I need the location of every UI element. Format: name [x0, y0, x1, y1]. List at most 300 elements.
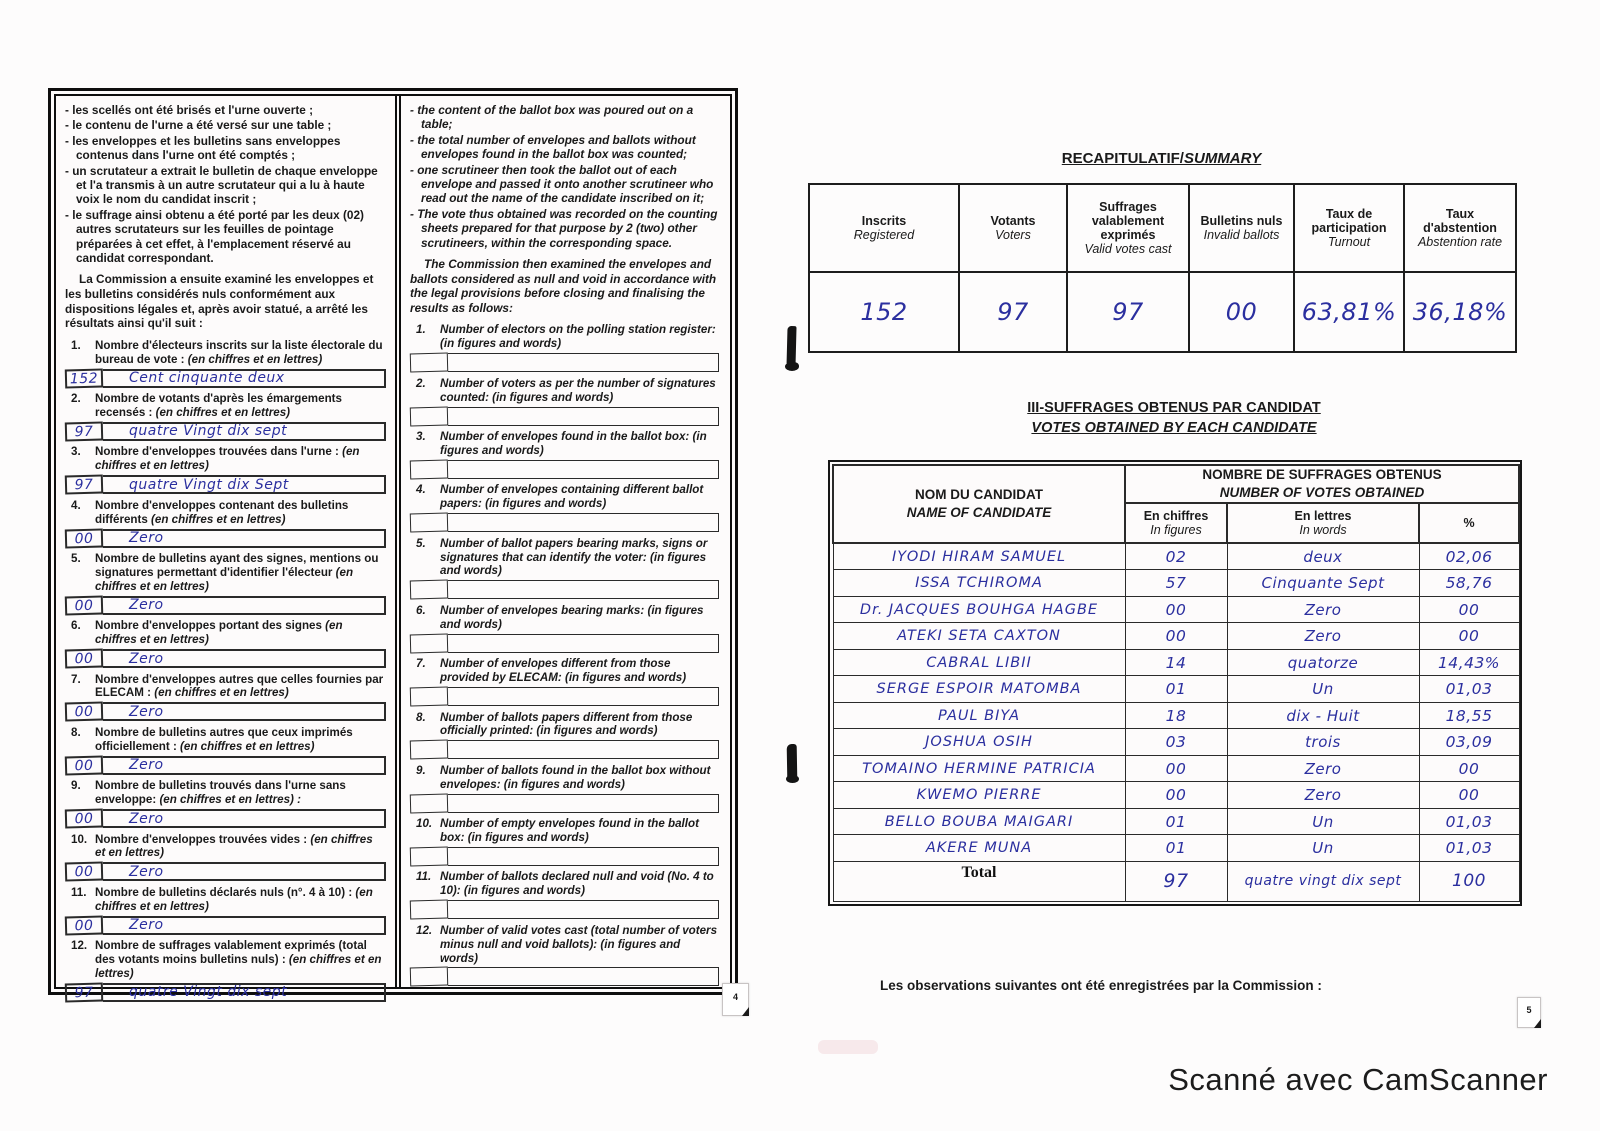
english-item-text-10: Number of empty envelopes found in the ballot box: (in figures and words) [440, 817, 699, 845]
french-bullet-list [65, 103, 386, 265]
summary-column-fr-3: Suffrages valablement exprimés [1091, 200, 1165, 242]
english-item-label-7 [410, 657, 721, 685]
summary-column-header-6 [1404, 184, 1516, 272]
english-answer-8 [410, 740, 719, 759]
form-page-4-frame [54, 94, 732, 1001]
votes-header-figures-fr: En chiffres [1143, 509, 1209, 524]
candidate-figures-5: 14 [1125, 649, 1227, 676]
total-figures: 97 [1125, 861, 1227, 901]
candidate-words-8: trois [1227, 729, 1419, 756]
english-answer-words-4 [448, 513, 719, 532]
french-bullet-1: - les scellés ont été brisés et l'urne ouverte ; [65, 103, 386, 117]
french-answer-figures-4: 00 [65, 528, 103, 548]
candidate-row-6 [833, 676, 1519, 703]
english-answer-figures-6 [410, 633, 448, 653]
summary-column-fr-4: Bulletins nuls [1200, 214, 1283, 228]
candidate-words-10: Zero [1227, 782, 1419, 809]
english-item-text-12: Number of valid votes cast (total number of voters minus null and void ballots): (in figures and words) [440, 923, 718, 965]
english-answer-figures-12 [410, 967, 448, 987]
english-answer-words-8 [448, 740, 719, 759]
french-item-label-4 [65, 499, 386, 527]
french-item-sub-7: (en chiffres et en lettres) [154, 686, 289, 700]
english-item-label-8 [410, 711, 721, 739]
english-item-7 [410, 657, 721, 706]
summary-column-en-2: Voters [995, 228, 1031, 242]
french-answer-6 [65, 649, 386, 668]
english-item-number-5: 5. [416, 536, 426, 550]
binder-mark-bottom-hook [786, 775, 799, 783]
english-item-label-10 [410, 817, 721, 845]
page-number-4 [722, 983, 749, 1016]
english-item-label-12 [410, 924, 721, 966]
french-item-3 [65, 445, 386, 494]
french-items [65, 339, 386, 1002]
summary-title [808, 150, 1515, 167]
french-answer-words-9: Zero [103, 809, 386, 828]
french-item-10 [65, 833, 386, 882]
scan-smudge [818, 1040, 878, 1054]
votes-header-words [1227, 503, 1419, 543]
votes-header-row-1 [833, 465, 1519, 503]
total-words: quatre vingt dix sept [1227, 861, 1419, 901]
english-item-number-11: 11. [416, 870, 432, 884]
votes-header-number-fr: NOMBRE DE SUFFRAGES OBTENUS [1202, 467, 1442, 482]
candidate-name-11: BELLO BOUBA MAIGARI [833, 808, 1125, 835]
french-answer-words-8: Zero [103, 756, 386, 775]
english-answer-figures-8 [410, 740, 448, 760]
english-item-3 [410, 430, 721, 479]
french-answer-words-3: quatre Vingt dix Sept [103, 475, 386, 494]
candidate-pct-2: 58,76 [1419, 570, 1519, 597]
candidate-pct-11: 01,03 [1419, 808, 1519, 835]
french-intro-paragraph: La Commission a ensuite examiné les enveloppes et les bulletins considérés nuls conformément aux dispositions légales et, après avoir statué, a arrêté les résultats ainsi qu'il suit : [65, 272, 374, 331]
french-item-number-8: 8. [71, 725, 81, 739]
summary-column-header-2 [959, 184, 1067, 272]
english-item-text-3: Number of envelopes found in the ballot box: (in figures and words) [440, 430, 707, 457]
french-answer-figures-5: 00 [65, 595, 103, 615]
candidate-row-1 [833, 543, 1519, 570]
english-answer-7 [410, 687, 719, 706]
french-item-sub-12: (en chiffres et en lettres) [95, 953, 382, 980]
summary-column-fr-6: Taux d'abstention [1423, 207, 1497, 235]
summary-value-2: 97 [959, 272, 1067, 352]
english-item-text-8: Number of ballots papers different from those officially printed: (in figures and words) [440, 710, 693, 738]
french-item-7 [65, 673, 386, 722]
english-answer-5 [410, 580, 719, 599]
french-bullet-4: - un scrutateur a extrait le bulletin de chaque enveloppe et l'a transmis à un autre scrutateur qui a lu à haute voix le nom du candidat inscrit ; [65, 164, 386, 207]
french-answer-words-5: Zero [103, 596, 386, 615]
english-bullet-1: - the content of the ballot box was poured out on a table; [410, 103, 721, 132]
french-item-sub-2: (en chiffres et en lettres) [155, 406, 291, 420]
french-item-number-3: 3. [71, 445, 81, 459]
french-answer-7 [65, 702, 386, 721]
summary-column-header-4 [1189, 184, 1294, 272]
english-item-label-9 [410, 764, 721, 792]
english-item-number-7: 7. [416, 657, 426, 671]
french-item-number-5: 5. [71, 552, 81, 566]
english-answer-9 [410, 794, 719, 813]
candidate-name-4: ATEKI SETA CAXTON [833, 623, 1125, 650]
english-item-9 [410, 764, 721, 813]
candidate-name-9: TOMAINO HERMINE PATRICIA [833, 755, 1125, 782]
french-answer-words-10: Zero [103, 862, 386, 881]
french-item-number-9: 9. [71, 779, 81, 793]
french-item-12 [65, 939, 386, 1002]
english-answer-words-11 [448, 900, 719, 919]
french-answer-words-11: Zero [103, 916, 386, 935]
english-item-label-4 [410, 483, 721, 511]
total-pct: 100 [1419, 861, 1519, 901]
votes-header-number [1125, 465, 1519, 503]
english-bullet-3: - one scrutineer then took the ballot out of each envelope and passed it onto another scrutineer who read out the name of the candidate inscribed on it; [410, 163, 721, 206]
observations-label: Les observations suivantes ont été enregistrées par la Commission : [880, 978, 1322, 993]
candidate-name-7: PAUL BIYA [833, 702, 1125, 729]
french-item-label-12 [65, 939, 386, 981]
english-answer-words-3 [448, 460, 719, 479]
candidate-row-3 [833, 596, 1519, 623]
french-bullet-5: - le suffrage ainsi obtenu a été porté par les deux (02) autres scrutateurs sur les feuilles de pointage préparées à cet effet, à l'emplacement réservé au candidat correspondant. [65, 208, 386, 266]
french-item-text-1: Nombre d'électeurs inscrits sur la liste électorale du bureau de vote : (en chiffres et en lettres) [95, 338, 383, 366]
english-item-text-6: Number of envelopes bearing marks: (in figures and words) [440, 603, 704, 631]
english-answer-words-9 [448, 794, 719, 813]
candidate-pct-1: 02,06 [1419, 543, 1519, 570]
summary-value-1: 152 [809, 272, 959, 352]
candidate-words-12: Un [1227, 835, 1419, 862]
summary-column-header-5 [1294, 184, 1404, 272]
french-item-text-7: Nombre d'enveloppes autres que celles fournies par ELECAM : (en chiffres et en lettres) [95, 672, 384, 700]
votes-table [828, 460, 1522, 906]
candidate-name-2: ISSA TCHIROMA [833, 570, 1125, 597]
english-bullet-4: - The vote thus obtained was recorded on the counting sheets prepared for that purpose by 2 (two) other scrutineers, within the corresponding space. [410, 207, 721, 250]
french-item-number-1: 1. [71, 338, 81, 352]
english-item-number-12: 12. [416, 923, 433, 937]
french-item-sub-10: (en chiffres et en lettres) [95, 832, 373, 860]
french-answer-figures-6: 00 [65, 649, 103, 669]
french-item-text-8: Nombre de bulletins autres que ceux imprimés officiellement : (en chiffres et en lettres) [95, 725, 353, 753]
french-item-text-2: Nombre de votants d'après les émargements recensés : (en chiffres et en lettres) [95, 392, 342, 420]
french-answer-figures-7: 00 [65, 702, 103, 722]
french-answer-figures-10: 00 [65, 862, 103, 882]
candidate-row-10 [833, 782, 1519, 809]
french-item-sub-4: (en chiffres et en lettres) [151, 512, 286, 526]
summary-header-row [809, 184, 1516, 272]
summary-column-en-5: Turnout [1327, 235, 1371, 249]
english-intro-paragraph: The Commission then examined the envelopes and ballots considered as null and void in accordance with the legal provisions before closing and finalising the results as follows: [410, 256, 717, 315]
candidate-words-1: deux [1227, 543, 1419, 570]
french-item-label-6 [65, 619, 386, 647]
english-item-number-3: 3. [416, 430, 426, 444]
french-answer-figures-12: 97 [65, 982, 103, 1002]
candidate-words-11: Un [1227, 808, 1419, 835]
summary-value-6: 36,18% [1404, 272, 1516, 352]
candidate-words-6: Un [1227, 676, 1419, 703]
english-answer-words-12 [448, 967, 719, 986]
candidate-figures-3: 00 [1125, 596, 1227, 623]
english-item-text-4: Number of envelopes containing different ballot papers: (in figures and words) [440, 483, 704, 511]
english-answer-words-5 [448, 580, 719, 599]
page-tag-corner-icon [1534, 1019, 1541, 1028]
french-item-1 [65, 339, 386, 388]
french-answer-5 [65, 596, 386, 615]
french-item-6 [65, 619, 386, 668]
english-item-11 [410, 870, 721, 919]
french-answer-figures-2: 97 [65, 421, 103, 441]
french-item-11 [65, 886, 386, 935]
french-answer-8 [65, 756, 386, 775]
votes-header-name-en: NAME OF CANDIDATE [906, 505, 1052, 521]
candidate-row-7 [833, 702, 1519, 729]
french-item-label-9 [65, 779, 386, 807]
candidate-pct-9: 00 [1419, 755, 1519, 782]
candidate-figures-11: 01 [1125, 808, 1227, 835]
candidate-row-4 [833, 623, 1519, 650]
french-item-sub-1: (en chiffres et en lettres) [187, 352, 323, 366]
french-item-5 [65, 552, 386, 615]
english-answer-6 [410, 634, 719, 653]
candidate-figures-8: 03 [1125, 729, 1227, 756]
english-item-number-10: 10. [416, 817, 433, 831]
french-item-sub-6: (en chiffres et en lettres) [95, 619, 343, 647]
english-answer-words-10 [448, 847, 719, 866]
candidate-row-12 [833, 835, 1519, 862]
english-answer-1 [410, 353, 719, 372]
votes-title [828, 398, 1520, 439]
candidate-figures-6: 01 [1125, 676, 1227, 703]
english-answer-2 [410, 407, 719, 426]
french-answer-words-6: Zero [103, 649, 386, 668]
english-item-2 [410, 377, 721, 426]
french-answer-words-1: Cent cinquante deux [103, 369, 386, 388]
french-item-text-3: Nombre d'enveloppes trouvées dans l'urne : (en chiffres et en lettres) [95, 445, 360, 473]
french-answer-words-7: Zero [103, 702, 386, 721]
french-answer-figures-8: 00 [65, 755, 103, 775]
candidate-figures-7: 18 [1125, 702, 1227, 729]
page-number-4-value: 4 [732, 992, 738, 1002]
candidate-name-5: CABRAL LIBII [833, 649, 1125, 676]
english-answer-figures-11 [410, 900, 448, 920]
candidate-words-3: Zero [1227, 596, 1419, 623]
candidate-pct-5: 14,43% [1419, 649, 1519, 676]
english-answer-12 [410, 967, 719, 986]
french-answer-12 [65, 983, 386, 1002]
french-item-sub-3: (en chiffres et en lettres) [95, 445, 360, 473]
english-item-number-9: 9. [416, 763, 426, 777]
english-item-label-5 [410, 537, 721, 579]
english-answer-figures-3 [410, 459, 448, 479]
summary-column-en-6: Abstention rate [1417, 235, 1503, 249]
votes-header-number-en: NUMBER OF VOTES OBTAINED [1219, 485, 1425, 501]
french-item-text-4: Nombre d'enveloppes contenant des bulletins différents (en chiffres et en lettres) [95, 498, 349, 526]
page-tag-corner-icon [742, 1007, 749, 1016]
candidate-words-4: Zero [1227, 623, 1419, 650]
french-item-label-2 [65, 392, 386, 420]
candidate-name-12: AKERE MUNA [833, 835, 1125, 862]
votes-title-fr: III-SUFFRAGES OBTENUS PAR CANDIDAT [1027, 400, 1321, 416]
french-item-text-9: Nombre de bulletins trouvés dans l'urne sans enveloppe: (en chiffres et en lettres) : [95, 779, 346, 807]
english-item-label-11 [410, 870, 721, 898]
english-item-text-5: Number of ballot papers bearing marks, signs or signatures that can identify the voter: (in figures and words) [440, 536, 708, 578]
votes-header-figures-en: In figures [1150, 523, 1202, 538]
french-item-sub-8: (en chiffres et en lettres) [180, 739, 315, 753]
english-items [410, 323, 721, 986]
english-item-number-4: 4. [416, 483, 426, 497]
summary-value-5: 63,81% [1294, 272, 1404, 352]
french-answer-3 [65, 475, 386, 494]
summary-column-header-1 [809, 184, 959, 272]
english-answer-figures-2 [410, 406, 448, 426]
english-item-8 [410, 711, 721, 760]
french-answer-1 [65, 369, 386, 388]
candidate-name-10: KWEMO PIERRE [833, 782, 1125, 809]
english-item-label-6 [410, 604, 721, 632]
english-bullet-2: - the total number of envelopes and ballots without envelopes found in the ballot box was counted; [410, 133, 721, 162]
english-answer-figures-5 [410, 580, 448, 600]
candidate-words-2: Cinquante Sept [1227, 570, 1419, 597]
summary-table [808, 183, 1517, 353]
candidate-row-8 [833, 729, 1519, 756]
french-answer-words-2: quatre Vingt dix sept [103, 422, 386, 441]
french-item-number-7: 7. [71, 672, 81, 686]
candidate-words-5: quatorze [1227, 649, 1419, 676]
summary-column-fr-2: Votants [990, 214, 1036, 228]
candidate-figures-9: 00 [1125, 755, 1227, 782]
english-answer-3 [410, 460, 719, 479]
french-item-number-4: 4. [71, 498, 81, 512]
english-answer-figures-9 [410, 793, 448, 813]
candidate-name-1: IYODI HIRAM SAMUEL [833, 543, 1125, 570]
french-answer-figures-3: 97 [65, 475, 103, 495]
french-item-label-5 [65, 552, 386, 594]
candidate-row-11 [833, 808, 1519, 835]
english-answer-words-2 [448, 407, 719, 426]
english-item-1 [410, 323, 721, 372]
english-item-5 [410, 537, 721, 600]
english-item-10 [410, 817, 721, 866]
summary-column-header-3 [1067, 184, 1189, 272]
candidate-figures-1: 02 [1125, 543, 1227, 570]
votes-title-en: VOTES OBTAINED BY EACH CANDIDATE [1031, 420, 1317, 437]
english-item-text-7: Number of envelopes different from those provided by ELECAM: (in figures and words) [440, 657, 687, 685]
french-item-label-3 [65, 445, 386, 473]
english-item-12 [410, 924, 721, 987]
french-item-sub-11: (en chiffres et en lettres) [95, 885, 373, 913]
english-answer-figures-7 [410, 687, 448, 707]
french-item-number-12: 12. [71, 939, 88, 953]
candidate-figures-12: 01 [1125, 835, 1227, 862]
french-item-number-11: 11. [71, 885, 87, 899]
english-answer-words-6 [448, 634, 719, 653]
french-item-label-10 [65, 833, 386, 861]
english-answer-10 [410, 847, 719, 866]
candidate-name-3: Dr. JACQUES BOUHGA HAGBE [833, 596, 1125, 623]
french-item-2 [65, 392, 386, 441]
candidate-name-6: SERGE ESPOIR MATOMBA [833, 676, 1125, 703]
candidate-name-8: JOSHUA OSIH [833, 729, 1125, 756]
candidate-pct-10: 00 [1419, 782, 1519, 809]
english-item-label-1 [410, 323, 721, 351]
votes-header-pct: % [1419, 503, 1519, 543]
french-answer-10 [65, 862, 386, 881]
english-item-text-11: Number of ballots declared null and void (No. 4 to 10): (in figures and words) [440, 870, 714, 898]
total-row [833, 861, 1519, 901]
french-item-label-8 [65, 726, 386, 754]
french-bullet-3: - les enveloppes et les bulletins sans enveloppes contenus dans l'urne ont été comptés ; [65, 134, 386, 163]
summary-column-en-4: Invalid ballots [1203, 228, 1280, 242]
candidate-words-9: Zero [1227, 755, 1419, 782]
summary-value-4: 00 [1189, 272, 1294, 352]
form-page-4 [48, 88, 738, 1001]
english-item-number-2: 2. [416, 376, 426, 390]
candidate-figures-10: 00 [1125, 782, 1227, 809]
french-item-text-11: Nombre de bulletins déclarés nuls (n°. 4 à 10) : (en chiffres et en lettres) [95, 885, 373, 913]
candidate-pct-7: 18,55 [1419, 702, 1519, 729]
summary-column-en-1: Registered [853, 228, 915, 242]
english-item-number-6: 6. [416, 603, 426, 617]
french-item-8 [65, 726, 386, 775]
english-item-4 [410, 483, 721, 532]
english-item-text-9: Number of ballots found in the ballot box without envelopes: (in figures and words) [440, 763, 711, 791]
votes-header-name-fr: NOM DU CANDIDAT [915, 487, 1043, 502]
candidate-figures-2: 57 [1125, 570, 1227, 597]
candidate-row-5 [833, 649, 1519, 676]
french-answer-words-12: quatre Vingt dix sept [103, 983, 386, 1002]
english-answer-11 [410, 900, 719, 919]
english-item-label-3 [410, 430, 721, 458]
french-bullet-2: - le contenu de l'urne a été versé sur une table ; [65, 118, 386, 132]
french-item-label-7 [65, 673, 386, 701]
english-column [401, 96, 730, 987]
english-item-number-1: 1. [416, 323, 426, 337]
english-answer-words-1 [448, 353, 719, 372]
english-answer-words-7 [448, 687, 719, 706]
english-answer-figures-10 [410, 846, 448, 866]
french-item-text-12: Nombre de suffrages valablement exprimés (total des votants moins bulletins nuls) : (en chiffres et en lettres) [95, 939, 382, 980]
english-item-label-2 [410, 377, 721, 405]
summary-title-en: SUMMARY [1183, 150, 1262, 167]
candidate-pct-12: 01,03 [1419, 835, 1519, 862]
summary-title-fr: RECAPITULATIF/ [1061, 150, 1184, 167]
french-item-text-10: Nombre d'enveloppes trouvées vides : (en chiffres et en lettres) [95, 832, 373, 860]
french-column [56, 96, 397, 1001]
candidate-row-9 [833, 755, 1519, 782]
total-label: Total [833, 861, 1125, 901]
french-answer-figures-11: 00 [65, 915, 103, 935]
english-answer-figures-4 [410, 513, 448, 533]
summary-column-fr-1: Inscrits [861, 214, 907, 228]
summary-column-en-3: Valid votes cast [1084, 242, 1172, 256]
candidate-words-7: dix - Huit [1227, 702, 1419, 729]
page-number-5-value: 5 [1526, 1005, 1532, 1015]
english-bullet-list [410, 103, 721, 250]
french-item-number-6: 6. [71, 619, 81, 633]
english-item-6 [410, 604, 721, 653]
english-answer-4 [410, 513, 719, 532]
french-item-number-10: 10. [71, 832, 88, 846]
english-item-text-1: Number of electors on the polling station register: (in figures and words) [440, 323, 716, 351]
english-answer-figures-1 [410, 353, 448, 373]
summary-value-3: 97 [1067, 272, 1189, 352]
french-item-text-5: Nombre de bulletins ayant des signes, mentions ou signatures permettant d'identifier l'électeur (en chiffres et en lettres) [95, 552, 379, 593]
english-item-number-8: 8. [416, 710, 426, 724]
candidate-figures-4: 00 [1125, 623, 1227, 650]
votes-header-words-en: In words [1299, 523, 1347, 538]
votes-header-figures [1125, 503, 1227, 543]
french-answer-2 [65, 422, 386, 441]
french-item-sub-9: (en chiffres et en lettres) : [159, 793, 301, 807]
camscanner-watermark: Scanné avec CamScanner [1168, 1062, 1548, 1097]
summary-column-fr-5: Taux de participation [1311, 207, 1387, 235]
candidate-pct-3: 00 [1419, 596, 1519, 623]
